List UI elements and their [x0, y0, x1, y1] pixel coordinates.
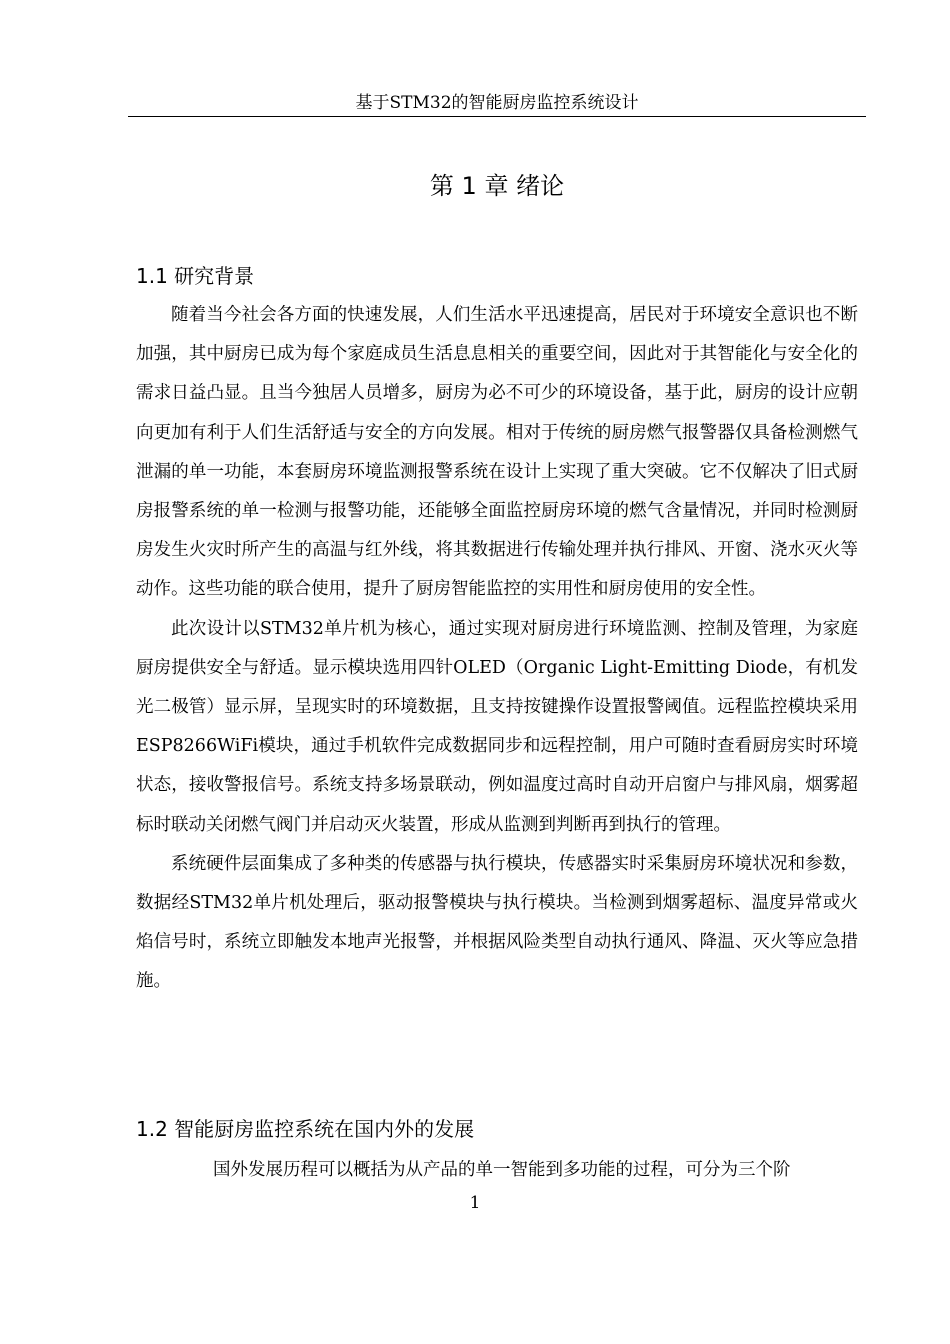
paragraph: 随着当今社会各方面的快速发展，人们生活水平迅速提高，居民对于环境安全意识也不断加强，其中厨房已成为每个家庭成员生活息息相关的重要空间，因此对于其智能化与安全化的需求日益凸显。且当今独居人员增多，厨房为必不可少的环境设备，基于此，厨房的设计应朝向更加有利于人们生活舒适与安全的方向发展。相对于传统的厨房燃气报警器仅具备检测燃气泄漏的单一功能，本套厨房环境监测报警系统在设计上实现了重大突破。它不仅解决了旧式厨房报警系统的单一检测与报警功能，还能够全面监控厨房环境的燃气含量情况，并同时检测厨房发生火灾时所产生的高温与红外线，将其数据进行传输处理并执行排风、开窗、浇水灭火等动作。这些功能的联合使用，提升了厨房智能监控的实用性和厨房使用的安全性。: [136, 305, 858, 600]
paragraph: 此次设计以STM32单片机为核心，通过实现对厨房进行环境监测、控制及管理，为家庭厨房提供安全与舒适。显示模块选用四针OLED（Organic Light-Emitting Diode，有机发光二极管）显示屏，呈现实时的环境数据，且支持按键操作设置报警阈值。远程监控模块采用ESP8266WiFi模块，通过手机软件完成数据同步和远程控制，用户可随时查看厨房实时环境状态，接收警报信号。系统支持多场景联动，例如温度过高时自动开启窗户与排风扇，烟雾超标时联动关闭燃气阀门并启动灭火装置，形成从监测到判断再到执行的管理。: [136, 618, 858, 835]
header-rule: [128, 116, 866, 117]
running-header: 基于STM32的智能厨房监控系统设计: [355, 93, 639, 113]
chapter-title: 第 1 章 绪论: [429, 172, 565, 200]
section-heading-1-1: 1.1 研究背景: [136, 264, 255, 288]
page-number: 1: [469, 1193, 481, 1213]
paragraph: 国外发展历程可以概括为从产品的单一智能到多功能的过程，可分为三个阶: [213, 1160, 791, 1180]
section-body-1-1: [136, 296, 858, 1002]
paragraph: 系统硬件层面集成了多种类的传感器与执行模块，传感器实时采集厨房环境状况和参数，数据经STM32单片机处理后，驱动报警模块与执行模块。当检测到烟雾超标、温度异常或火焰信号时，系统立即触发本地声光报警，并根据风险类型自动执行通风、降温、灭火等应急措施。: [136, 853, 858, 992]
section-heading-1-2: 1.2 智能厨房监控系统在国内外的发展: [136, 1117, 475, 1141]
